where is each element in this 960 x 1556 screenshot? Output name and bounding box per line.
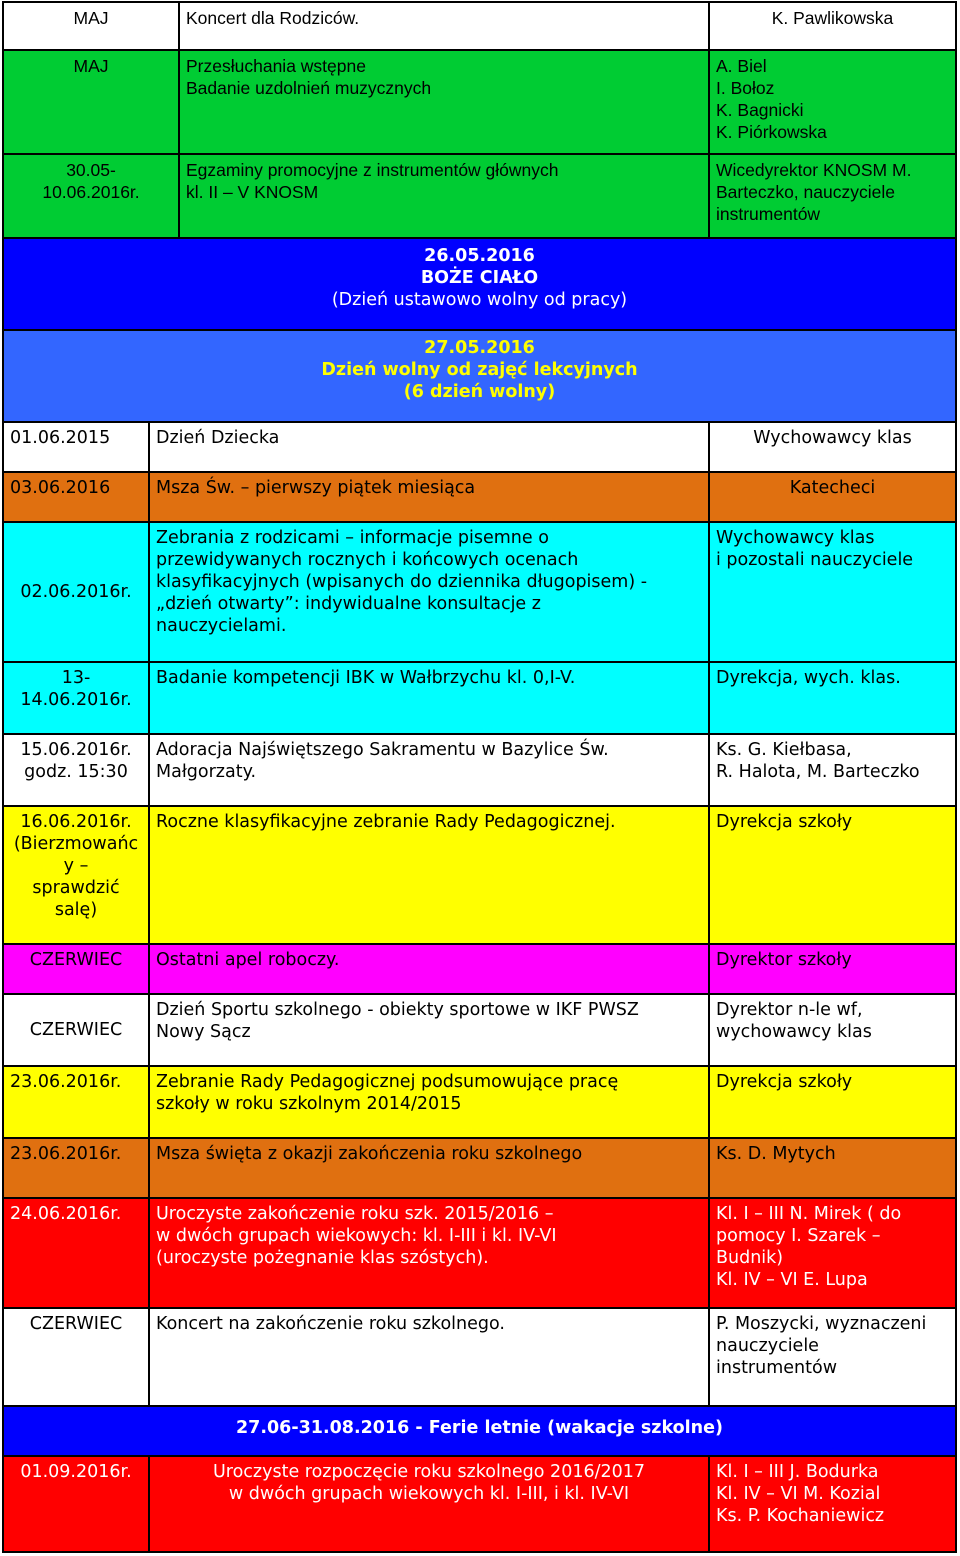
- responsible-cell: Ks. G. Kiełbasa, R. Halota, M. Barteczko: [716, 740, 920, 782]
- banner-text: [4, 239, 955, 329]
- responsible-cell: A. Biel I. Bołoz K. Bagnicki K. Piórkowska: [716, 56, 827, 142]
- table-row: [2, 805, 957, 945]
- event-cell: Zebrania z rodzicami – informacje pisemne o przewidywanych rocznych i końcowych ocenach klasyfikacyjnych (wpisanych do dziennika długopisem) - „dzień otwarty”: indywidualne konsultacje z nauczycielami.: [150, 523, 710, 661]
- banner-line: BOŻE CIAŁO: [420, 268, 539, 288]
- responsible-cell: Katecheci: [789, 478, 876, 498]
- event-cell: Zebranie Rady Pedagogicznej podsumowujące pracę szkoły w roku szkolnym 2014/2015: [150, 1067, 710, 1137]
- date-cell: 01.06.2015: [4, 423, 150, 471]
- event-cell: Koncert dla Rodziców.: [180, 3, 710, 51]
- responsible-cell: Ks. D. Mytych: [716, 1144, 836, 1164]
- date-cell: 16.06.2016r. (Bierzmowańc y – sprawdzić salę): [4, 807, 150, 943]
- banner-text: 27.06-31.08.2016 - Ferie letnie (wakacje szkolne): [235, 1418, 723, 1438]
- date-cell: 23.06.2016r.: [4, 1067, 150, 1137]
- date-cell: CZERWIEC: [4, 1309, 150, 1405]
- banner-line: Dzień wolny od zajęć lekcyjnych: [321, 360, 638, 380]
- banner-line: (6 dzień wolny): [403, 382, 556, 402]
- table-row: [2, 1, 957, 53]
- event-cell: Dzień Sportu szkolnego - obiekty sportowe w IKF PWSZ Nowy Sącz: [150, 995, 710, 1065]
- event-cell: Uroczyste rozpoczęcie roku szkolnego 2016/2017 w dwóch grupach wiekowych kl. I-III, i kl. IV-VI: [150, 1457, 710, 1551]
- responsible-cell: Dyrekcja szkoły: [716, 812, 853, 832]
- table-row: [2, 329, 957, 423]
- table-row: [2, 521, 957, 663]
- date-cell: 03.06.2016: [4, 473, 150, 521]
- table-row: [2, 471, 957, 523]
- responsible-cell: Dyrektor n-le wf, wychowawcy klas: [716, 1000, 872, 1042]
- banner-line: 26.05.2016: [424, 246, 535, 266]
- table-row: [2, 153, 957, 239]
- table-row: [2, 237, 957, 331]
- date-cell: MAJ: [4, 3, 180, 51]
- event-cell: Msza Św. – pierwszy piątek miesiąca: [150, 473, 710, 521]
- responsible-cell: Wychowawcy klas: [753, 428, 912, 448]
- event-cell: Msza święta z okazji zakończenia roku szkolnego: [150, 1139, 710, 1197]
- event-cell: Ostatni apel roboczy.: [150, 945, 710, 993]
- table-row: [2, 1307, 957, 1407]
- event-cell: Przesłuchania wstępne Badanie uzdolnień muzycznych: [180, 51, 710, 153]
- responsible-cell: P. Moszycki, wyznaczeni nauczyciele instrumentów: [716, 1314, 927, 1378]
- event-cell: Badanie kompetencji IBK w Wałbrzychu kl. 0,I-V.: [150, 663, 710, 733]
- responsible-cell: Dyrekcja szkoły: [716, 1072, 853, 1092]
- date-cell: 23.06.2016r.: [4, 1139, 150, 1197]
- banner-text: [4, 331, 955, 421]
- banner-line: 27.05.2016: [424, 338, 535, 358]
- responsible-cell: Wychowawcy klas i pozostali nauczyciele: [716, 528, 914, 570]
- date-cell: MAJ: [4, 51, 180, 153]
- date-cell: 30.05- 10.06.2016r.: [4, 155, 180, 237]
- date-cell: 13- 14.06.2016r.: [4, 663, 150, 733]
- event-cell: Dzień Dziecka: [150, 423, 710, 471]
- date-cell: CZERWIEC: [4, 995, 150, 1065]
- table-row: [2, 943, 957, 995]
- event-cell: Uroczyste zakończenie roku szk. 2015/2016 – w dwóch grupach wiekowych: kl. I-III i kl. IV-VI (uroczyste pożegnanie klas szóstych).: [150, 1199, 710, 1307]
- banner-line: (Dzień ustawowo wolny od pracy): [331, 290, 628, 310]
- responsible-cell: Kl. I – III J. Bodurka Kl. IV – VI M. Kozial Ks. P. Kochaniewicz: [716, 1462, 885, 1526]
- table-row: [2, 1405, 957, 1457]
- responsible-cell: Kl. I – III N. Mirek ( do pomocy I. Szarek – Budnik) Kl. IV – VI E. Lupa: [716, 1204, 902, 1290]
- table-row: [2, 1455, 957, 1553]
- responsible-cell: Dyrektor szkoły: [716, 950, 852, 970]
- table-row: [2, 661, 957, 735]
- date-cell: 24.06.2016r.: [4, 1199, 150, 1307]
- date-cell: CZERWIEC: [4, 945, 150, 993]
- event-cell: Adoracja Najświętszego Sakramentu w Bazylice Św. Małgorzaty.: [150, 735, 710, 805]
- event-cell: Egzaminy promocyjne z instrumentów głównych kl. II – V KNOSM: [180, 155, 710, 237]
- date-cell: 01.09.2016r.: [4, 1457, 150, 1551]
- responsible-cell: Wicedyrektor KNOSM M. Barteczko, nauczyciele instrumentów: [716, 160, 912, 224]
- table-row: [2, 1137, 957, 1199]
- date-cell: 15.06.2016r. godz. 15:30: [4, 735, 150, 805]
- table-row: [2, 49, 957, 155]
- event-cell: Roczne klasyfikacyjne zebranie Rady Pedagogicznej.: [150, 807, 710, 943]
- table-row: [2, 1197, 957, 1309]
- table-row: [2, 421, 957, 473]
- responsible-cell: Dyrekcja, wych. klas.: [716, 668, 901, 688]
- table-row: [2, 993, 957, 1067]
- date-cell: 02.06.2016r.: [4, 523, 150, 661]
- table-row: [2, 733, 957, 807]
- responsible-cell: K. Pawlikowska: [771, 8, 894, 28]
- event-cell: Koncert na zakończenie roku szkolnego.: [150, 1309, 710, 1405]
- table-row: [2, 1065, 957, 1139]
